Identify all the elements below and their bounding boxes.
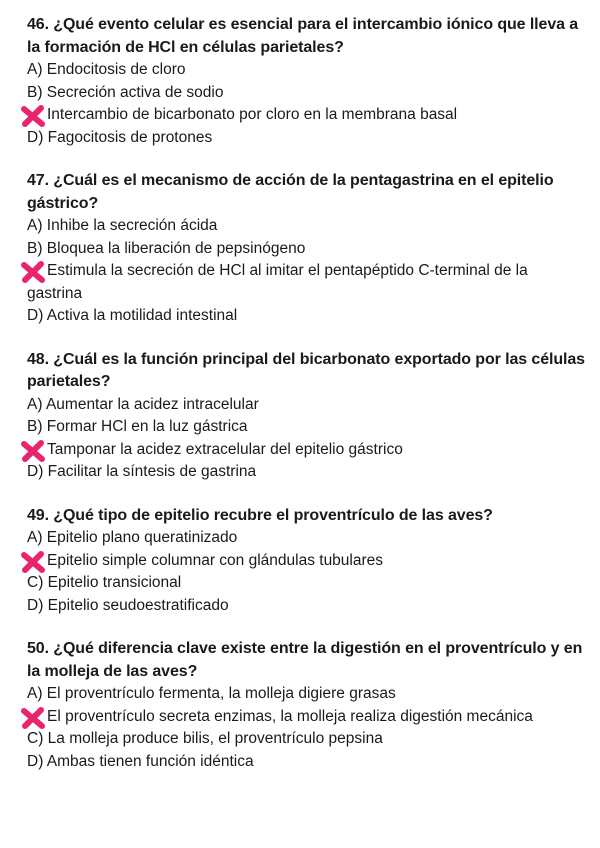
option-a: A) Epitelio plano queratinizado	[27, 529, 238, 546]
question-46	[27, 14, 587, 149]
option-a: A) El proventrículo fermenta, la molleja digiere grasas	[27, 685, 396, 702]
option-c-selected: Estimula la secreción de HCl al imitar el pentapéptido C-terminal de la gastrina	[27, 260, 587, 305]
option-b: B) Bloquea la liberación de pepsinógeno	[27, 239, 306, 257]
x-mark-icon	[21, 105, 45, 127]
x-mark-icon	[21, 551, 45, 573]
question-title: 47. ¿Cuál es el mecanismo de acción de la pentagastrina en el epitelio gástrico?	[27, 172, 554, 212]
question-title: 46. ¿Qué evento celular es esencial para el intercambio iónico que lleva a la formación de HCl en células parietales?	[27, 16, 579, 56]
x-mark-icon	[21, 707, 45, 729]
option-b-selected: El proventrículo secreta enzimas, la molleja realiza digestión mecánica	[27, 706, 587, 729]
question-49	[27, 505, 587, 618]
option-b-selected: Epitelio simple columnar con glándulas tubulares	[27, 550, 587, 573]
option-a: A) Inhibe la secreción ácida	[27, 217, 218, 234]
option-c-selected: Tamponar la acidez extracelular del epitelio gástrico	[27, 439, 587, 462]
x-mark-icon	[21, 261, 45, 283]
question-title: 49. ¿Qué tipo de epitelio recubre el proventrículo de las aves?	[27, 506, 493, 524]
quiz-page	[27, 14, 587, 794]
option-a: A) Endocitosis de cloro	[27, 61, 186, 78]
option-d: D) Epitelio seudoestratificado	[27, 596, 229, 614]
option-c: C) La molleja produce bilis, el proventrículo pepsina	[27, 730, 383, 747]
option-b: B) Formar HCl en la luz gástrica	[27, 418, 248, 435]
option-a: A) Aumentar la acidez intracelular	[27, 395, 259, 413]
option-d: D) Fagocitosis de protones	[27, 128, 213, 146]
option-d: D) Activa la motilidad intestinal	[27, 307, 238, 324]
question-48	[27, 349, 587, 484]
question-47	[27, 170, 587, 328]
option-d: D) Ambas tienen función idéntica	[27, 752, 254, 770]
question-50	[27, 638, 587, 773]
option-b: B) Secreción activa de sodio	[27, 83, 224, 101]
option-c-selected: Intercambio de bicarbonato por cloro en la membrana basal	[27, 104, 587, 127]
x-mark-icon	[21, 440, 45, 462]
question-title: 48. ¿Cuál es la función principal del bicarbonato exportado por las células parietales?	[27, 350, 585, 390]
option-c: C) Epitelio transicional	[27, 574, 182, 591]
option-d: D) Facilitar la síntesis de gastrina	[27, 463, 257, 480]
question-title: 50. ¿Qué diferencia clave existe entre la digestión en el proventrículo y en la molleja de las aves?	[27, 640, 583, 680]
